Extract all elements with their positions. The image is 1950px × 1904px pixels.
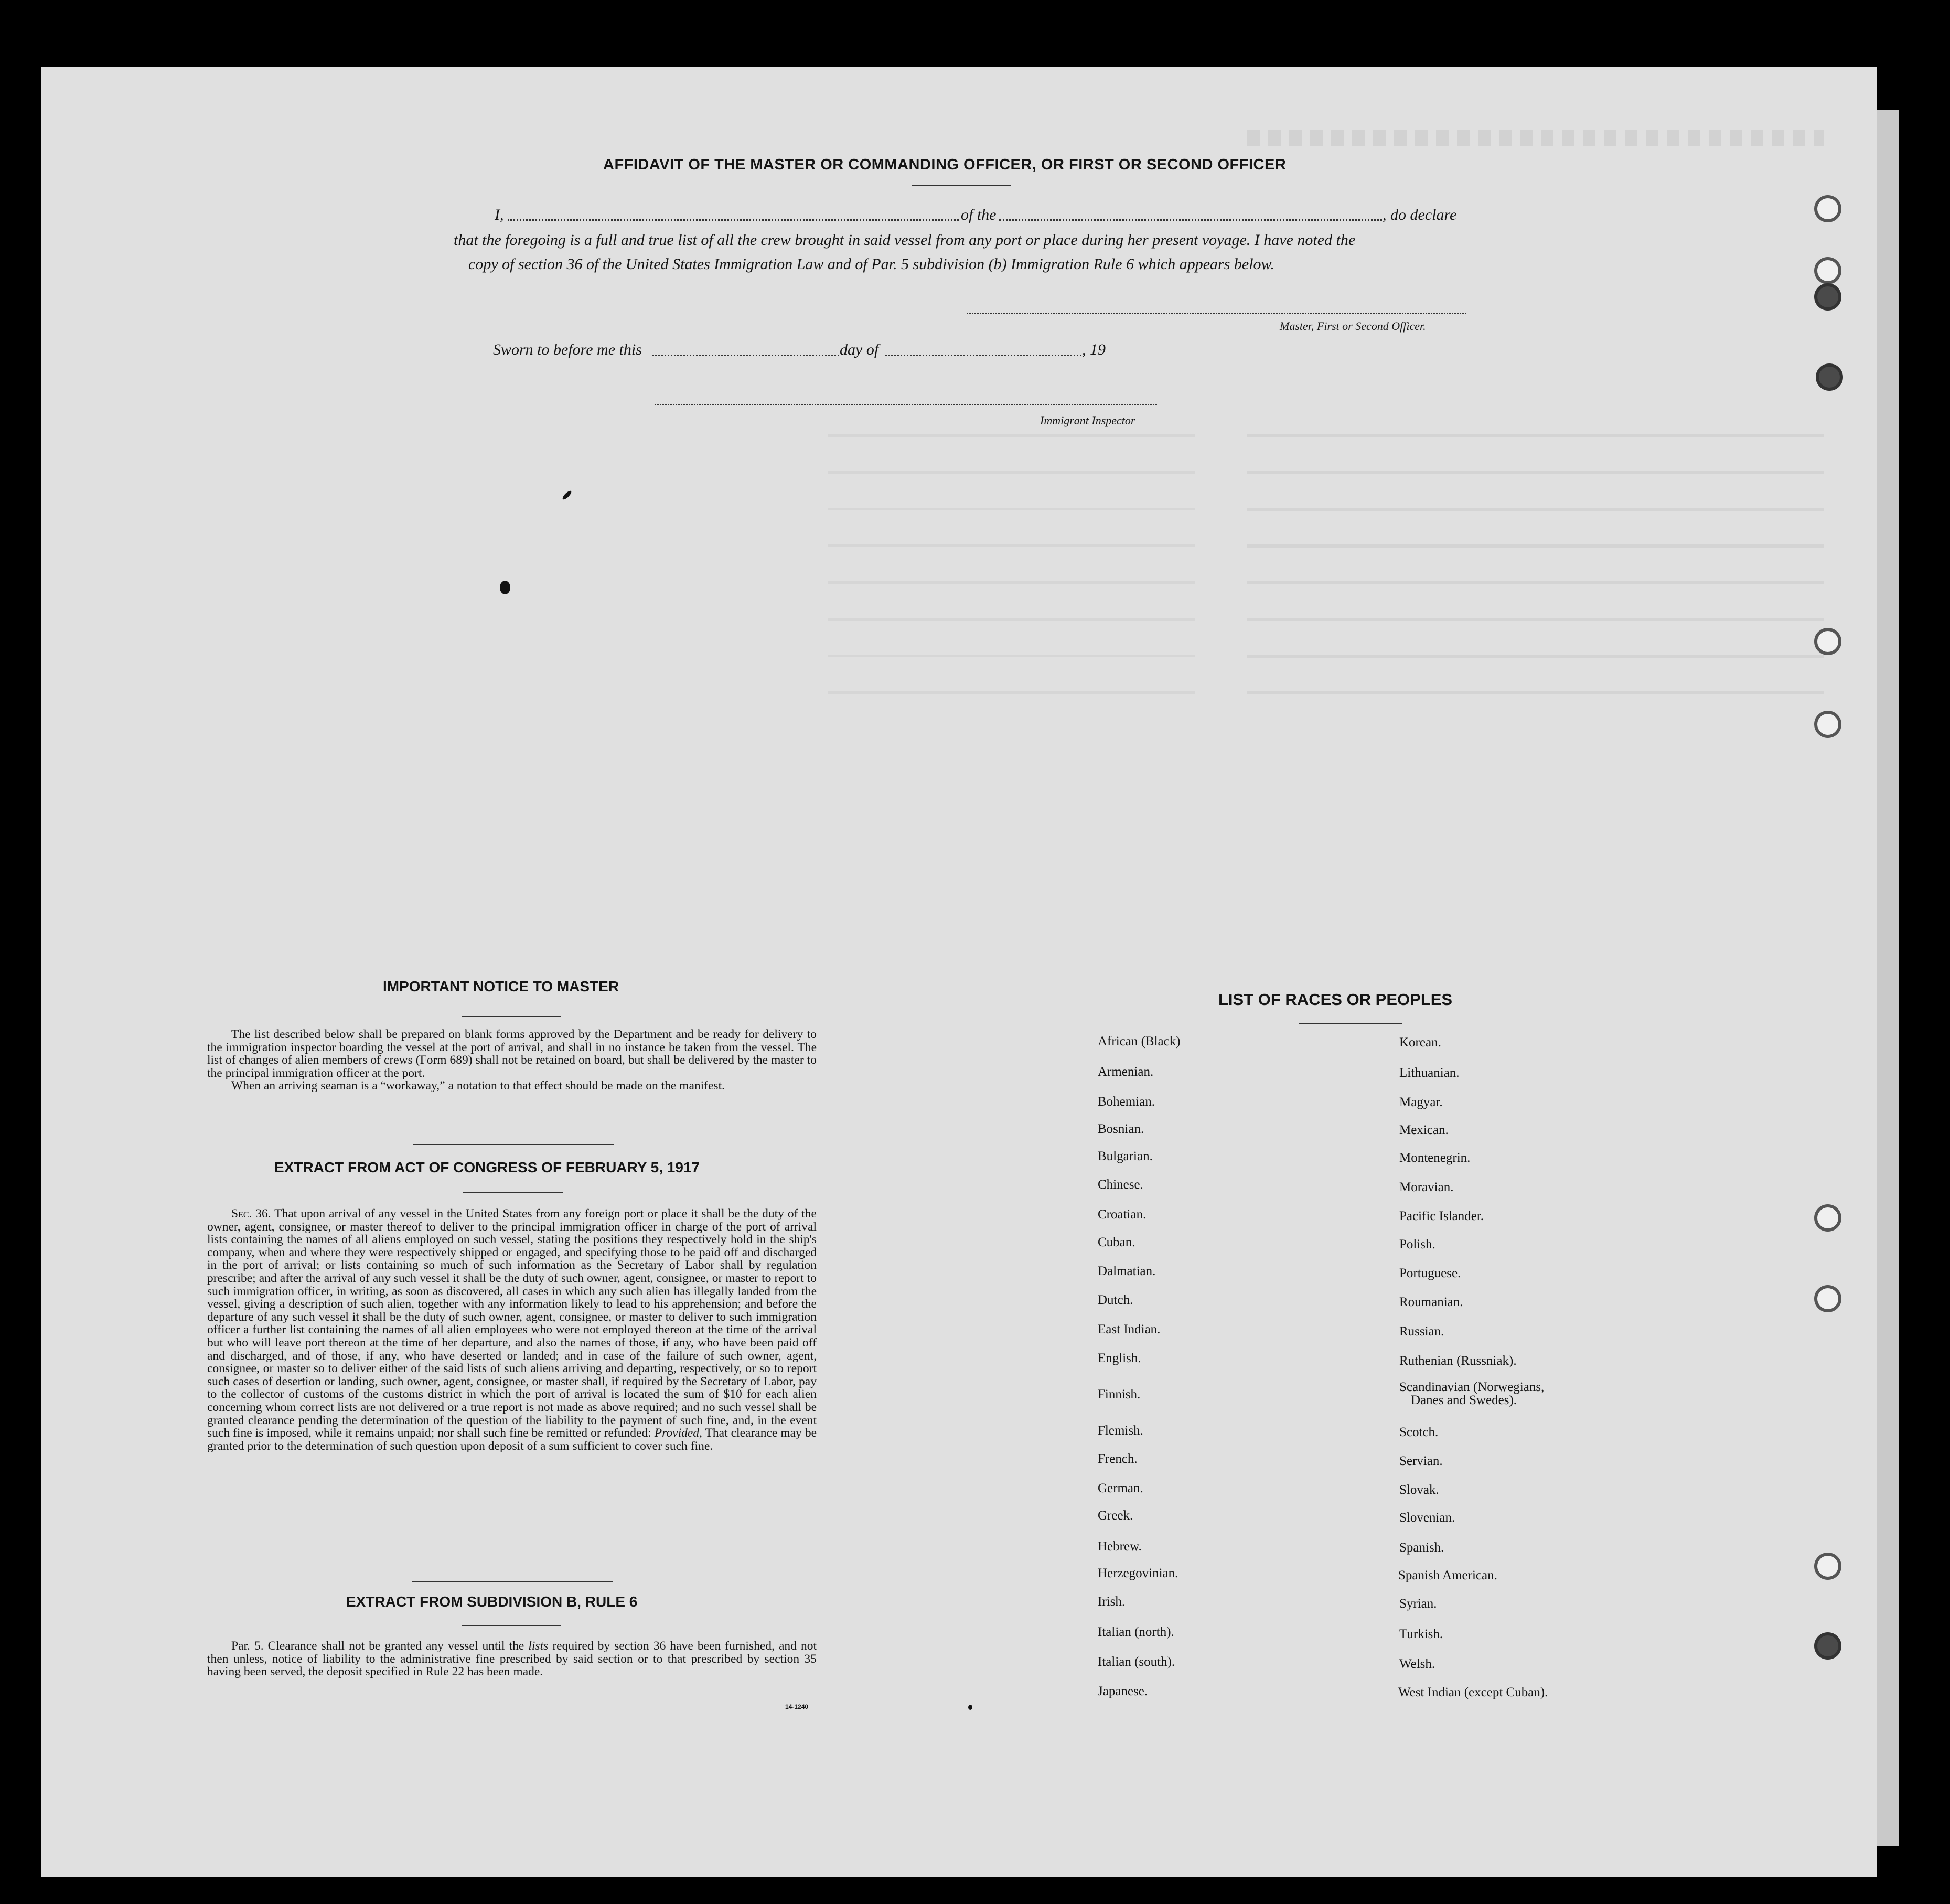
notice-text: [207, 1028, 817, 1093]
race-item: Mexican.: [1399, 1123, 1449, 1137]
notice-paragraph: The list described below shall be prepared on blank forms approved by the Department and be ready for delivery to the immigration inspector boarding the vessel at the port of arrival, and shall in no instance be taken from the vessel. The list of changes of alien members of crews (Form 689) shall not be retained on board, but shall be delivered by the master to the principal immigration officer at the port.: [207, 1028, 817, 1080]
notice-paragraph: When an arriving seaman is a “workaway,” a notation to that effect should be made on the manifest.: [231, 1079, 725, 1093]
form-number: 14-1240: [785, 1703, 809, 1710]
bleed-through-marks: [1247, 130, 1824, 146]
binding-hole-icon: [1814, 1632, 1841, 1660]
binding-hole-icon: [1814, 628, 1841, 655]
race-item: Welsh.: [1399, 1657, 1435, 1671]
inspector-label: Immigrant Inspector: [1040, 414, 1135, 427]
blank-vessel-field[interactable]: [999, 219, 1382, 221]
inspector-signature-line[interactable]: [655, 404, 1158, 405]
race-item: Bosnian.: [1098, 1122, 1144, 1136]
race-item: German.: [1098, 1481, 1143, 1495]
divider: [912, 185, 1011, 186]
race-item: English.: [1098, 1351, 1141, 1365]
divider: [412, 1581, 613, 1582]
day-of-label: day of: [840, 341, 879, 358]
section-label: Sec. 36.: [231, 1207, 271, 1221]
race-item: Slovak.: [1399, 1483, 1439, 1497]
races-title: LIST OF RACES OR PEOPLES: [1218, 990, 1453, 1009]
race-item: Italian (south).: [1098, 1655, 1175, 1669]
race-item: Croatian.: [1098, 1207, 1147, 1222]
race-item: Moravian.: [1399, 1180, 1454, 1194]
race-item: Portuguese.: [1399, 1266, 1461, 1280]
race-item: Slovenian.: [1399, 1511, 1455, 1525]
race-item: Dutch.: [1098, 1293, 1133, 1307]
race-item: Spanish.: [1399, 1541, 1444, 1555]
lists-word: lists: [528, 1639, 549, 1653]
race-item: East Indian.: [1098, 1322, 1161, 1336]
race-item: Lithuanian.: [1399, 1066, 1460, 1080]
extract-act-body: That upon arrival of any vessel in the United States from any foreign port or place it shall be the duty of the owner, agent, consignee, or master thereof to deliver to the principal immigration officer in charge of the port of arrival lists containing the names of all aliens employed on such vessel, stating the positions they respectively hold in the ship's company, when and where they were respectively shipped or engaged, and specifying those to be paid off and discharged in the port of arrival; or lists containing so much of such information as the Secretary of Labor shall by regulation prescribe; and after the arrival of any such vessel it shall be the duty of such owner, agent, consignee, or master to report to such immigration officer, in writing, as soon as discovered, all cases in which any such alien has illegally landed from the vessel, giving a description of such alien, together with any information likely to lead to his apprehension; and before the departure of any such vessel it shall be the duty of such owner, agent, consignee, or master to deliver to such immigration officer a further list containing the names of all alien employees who were not employed thereon at the time of the arrival but who will leave port thereon at the time of her departure, and also the names of those, if any, who have been paid off and discharged, and of those, if any, who have deserted or landed; and in case of the failure of such owner, agent, consignee, or master so to deliver either of the said lists of such aliens arriving and departing, respectively, or so to report such cases of desertion or landing, such owner, agent, consignee, or master shall, if required by the Secretary of Labor, pay to the collector of customs of the customs district in which the port of arrival is located the sum of $10 for each alien concerning whom correct lists are not delivered or a true report is not made as above required; and no such vessel shall be granted clearance pending the determination of the question of the liability to the payment of such fine, and, in the event such fine is imposed, while it remains unpaid; nor shall such fine be remitted or refunded:: [207, 1207, 817, 1440]
race-item: Cuban.: [1098, 1235, 1135, 1249]
bleed-through-marks: [828, 434, 1195, 707]
binding-hole-icon: [1814, 711, 1841, 738]
race-item: Herzegovinian.: [1098, 1566, 1178, 1580]
binding-hole-icon: [1814, 257, 1841, 284]
binding-hole-icon: [1814, 1553, 1841, 1580]
divider: [463, 1192, 563, 1193]
blank-day-field[interactable]: [652, 355, 839, 356]
divider: [1299, 1023, 1402, 1024]
race-item: Scandinavian (Norwegians,: [1399, 1380, 1545, 1394]
race-item: Scotch.: [1399, 1425, 1439, 1439]
race-item: West Indian (except Cuban).: [1398, 1685, 1548, 1699]
divider: [462, 1016, 561, 1017]
race-item: Spanish American.: [1398, 1568, 1497, 1582]
binding-hole-icon: [1816, 363, 1843, 391]
race-item: Flemish.: [1098, 1424, 1143, 1438]
race-item: Russian.: [1399, 1324, 1444, 1339]
sworn-label: Sworn to before me this: [493, 341, 642, 358]
affidavit-declare: , do declare: [1383, 206, 1457, 223]
race-item: African (Black): [1098, 1034, 1181, 1049]
affidavit-of-the: of the: [961, 206, 997, 223]
race-item: Montenegrin.: [1399, 1151, 1471, 1165]
master-signature-label: Master, First or Second Officer.: [1280, 319, 1426, 333]
race-item: Finnish.: [1098, 1387, 1141, 1402]
binding-hole-icon: [1814, 1204, 1841, 1232]
binding-hole-icon: [1814, 1285, 1841, 1312]
extract-act-body-end: That clearance may be granted prior to the determination of such question upon deposit of a sum sufficient to cover such fine.: [207, 1426, 817, 1453]
race-item: Danes and Swedes).: [1411, 1393, 1517, 1407]
ink-speck: [968, 1705, 972, 1710]
race-item: Hebrew.: [1098, 1539, 1142, 1554]
year-label: , 19: [1082, 341, 1106, 358]
race-item: Italian (north).: [1098, 1625, 1174, 1639]
extract-rule-body-end: required by section 36 have been furnished, and not then unless, notice of liability to the administrative fine prescribed by said section or to that prescribed by section 35 having been served, the deposit specified in Rule 22 has been made.: [207, 1639, 817, 1679]
race-item: Roumanian.: [1399, 1295, 1463, 1309]
binding-hole-icon: [1814, 195, 1841, 222]
affidavit-i: I,: [495, 206, 504, 223]
race-item: Polish.: [1399, 1237, 1435, 1251]
race-item: Irish.: [1098, 1595, 1126, 1609]
race-item: Servian.: [1399, 1454, 1443, 1468]
extract-rule-body: Par. 5. Clearance shall not be granted any vessel until the: [231, 1639, 524, 1653]
race-item: Greek.: [1098, 1509, 1133, 1523]
ink-speck: [500, 581, 510, 594]
extract-act-text: [207, 1207, 817, 1452]
race-item: Syrian.: [1399, 1597, 1437, 1611]
document-page: [41, 67, 1877, 1877]
race-item: Bohemian.: [1098, 1095, 1155, 1109]
provided-word: Provided,: [654, 1426, 702, 1440]
race-item: Bulgarian.: [1098, 1149, 1153, 1163]
divider: [462, 1625, 561, 1626]
bleed-through-marks: [1247, 434, 1824, 707]
race-item: Chinese.: [1098, 1178, 1143, 1192]
race-item: Korean.: [1399, 1035, 1441, 1050]
race-item: French.: [1098, 1452, 1138, 1466]
binding-hole-icon: [1814, 283, 1841, 311]
race-item: Magyar.: [1399, 1095, 1443, 1109]
race-item: Japanese.: [1098, 1684, 1148, 1698]
extract-rule-title: EXTRACT FROM SUBDIVISION B, RULE 6: [346, 1593, 638, 1610]
blank-month-field[interactable]: [885, 355, 1081, 356]
extract-rule-text: [207, 1640, 817, 1678]
affidavit-statement-line: copy of section 36 of the United States Immigration Law and of Par. 5 subdivision (b) Immigration Rule 6 which appears below.: [468, 255, 1274, 273]
race-item: Armenian.: [1098, 1065, 1154, 1079]
race-item: Dalmatian.: [1098, 1264, 1156, 1278]
race-item: Ruthenian (Russniak).: [1399, 1354, 1517, 1368]
divider: [413, 1144, 614, 1145]
affidavit-statement-line: that the foregoing is a full and true list of all the crew brought in said vessel from any port or place during her present voyage. I have noted the: [454, 231, 1356, 249]
affidavit-title: AFFIDAVIT OF THE MASTER OR COMMANDING OFFICER, OR FIRST OR SECOND OFFICER: [603, 156, 1287, 173]
extract-act-title: EXTRACT FROM ACT OF CONGRESS OF FEBRUARY 5, 1917: [274, 1159, 700, 1175]
notice-title: IMPORTANT NOTICE TO MASTER: [383, 978, 619, 994]
race-item: Pacific Islander.: [1399, 1209, 1484, 1223]
master-signature-line[interactable]: [967, 313, 1466, 314]
race-item: Turkish.: [1399, 1627, 1443, 1641]
blank-name-field[interactable]: [508, 219, 959, 221]
